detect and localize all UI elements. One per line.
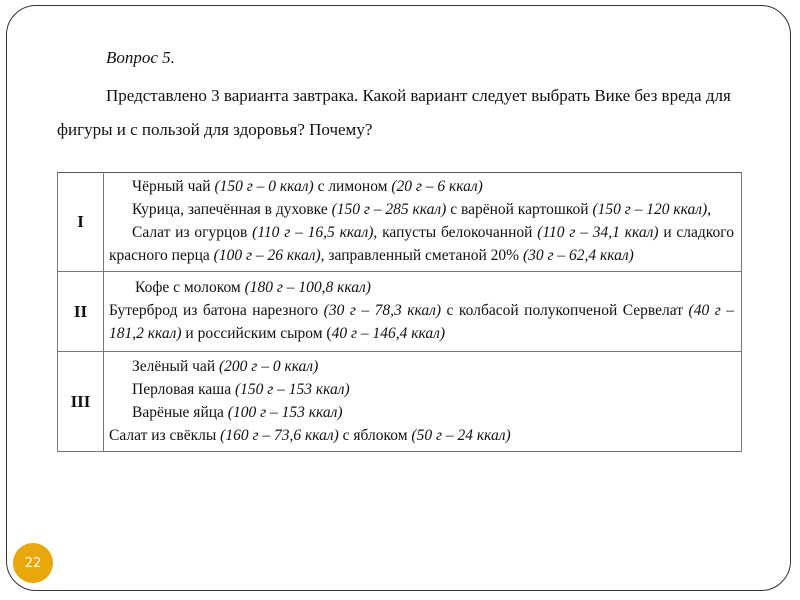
food-text: и сладкого красного перца — [109, 224, 735, 264]
table-row — [58, 173, 742, 272]
calorie-info: (40 г – 181,2 ккал) — [109, 302, 734, 342]
breakfast-options-table — [57, 172, 742, 452]
calorie-info: (150 г – 0 ккал) — [214, 178, 314, 195]
menu-item — [109, 175, 734, 198]
menu-item — [109, 355, 734, 378]
food-text: с варёной картошкой — [446, 201, 593, 218]
food-text: с колбасой полукопченой Сервелат — [441, 302, 689, 319]
food-text: и российским сыром ( — [181, 325, 332, 342]
menu-item — [109, 299, 734, 345]
menu-item — [109, 276, 734, 299]
menu-item — [109, 198, 734, 221]
option-label: III — [58, 352, 104, 452]
option-label: II — [58, 272, 104, 352]
calorie-info: (110 г – 16,5 ккал) — [252, 224, 374, 241]
calorie-info: (20 г – 6 ккал) — [391, 178, 483, 195]
option-description — [104, 272, 742, 352]
food-text: Кофе с молоком — [135, 279, 245, 296]
option-description — [104, 352, 742, 452]
food-text: с яблоком — [338, 426, 412, 444]
food-text: Чёрный чай — [132, 178, 215, 195]
calorie-info: (160 г – 73,6 ккал) — [220, 426, 339, 444]
food-text: с лимоном — [313, 178, 392, 195]
calorie-info: (110 г – 34,1 ккал) — [537, 224, 659, 241]
calorie-info: (150 г – 285 ккал) — [331, 201, 447, 218]
question-text: Представлено 3 варианта завтрака. Какой вариант следует выбрать Вике без вреда для фигуры и с пользой для здоровья? Почему? — [57, 86, 731, 139]
food-text: Салат из огурцов — [132, 224, 253, 241]
table-row — [58, 272, 742, 352]
calorie-info: (100 г – 153 ккал) — [227, 403, 343, 421]
calorie-info: (150 г – 120 ккал) — [592, 201, 708, 218]
food-text: Зелёный чай — [132, 357, 219, 375]
calorie-info: (50 г – 24 ккал) — [411, 426, 511, 444]
calorie-info: (180 г – 100,8 ккал) — [244, 279, 371, 296]
menu-item — [109, 378, 734, 401]
food-text: Варёные яйца — [132, 403, 228, 421]
food-text: Салат из свёклы — [109, 426, 221, 444]
table-row — [58, 352, 742, 452]
food-text: Курица, запечённая в духовке — [132, 201, 332, 218]
food-text: , — [707, 201, 712, 218]
calorie-info: (30 г – 78,3 ккал) — [323, 302, 442, 319]
food-text: Бутерброд из батона нарезного — [109, 302, 324, 319]
calorie-info: (150 г – 153 ккал) — [234, 380, 350, 398]
question-title: Вопрос 5. — [106, 48, 175, 67]
option-description — [104, 173, 742, 272]
calorie-info: 40 г – 146,4 ккал) — [331, 325, 446, 342]
calorie-info: (200 г – 0 ккал) — [218, 357, 319, 375]
page-number-badge: 22 — [13, 543, 53, 583]
food-text: , капусты белокочанной — [373, 224, 538, 241]
calorie-info: (30 г – 62,4 ккал) — [522, 247, 634, 264]
food-text: , заправленный сметаной 20% — [320, 247, 523, 264]
menu-item — [109, 221, 734, 267]
menu-item — [109, 424, 734, 447]
option-label: I — [58, 173, 104, 272]
food-text: Перловая каша — [132, 380, 235, 398]
menu-item — [109, 401, 734, 424]
calorie-info: (100 г – 26 ккал) — [213, 247, 321, 264]
